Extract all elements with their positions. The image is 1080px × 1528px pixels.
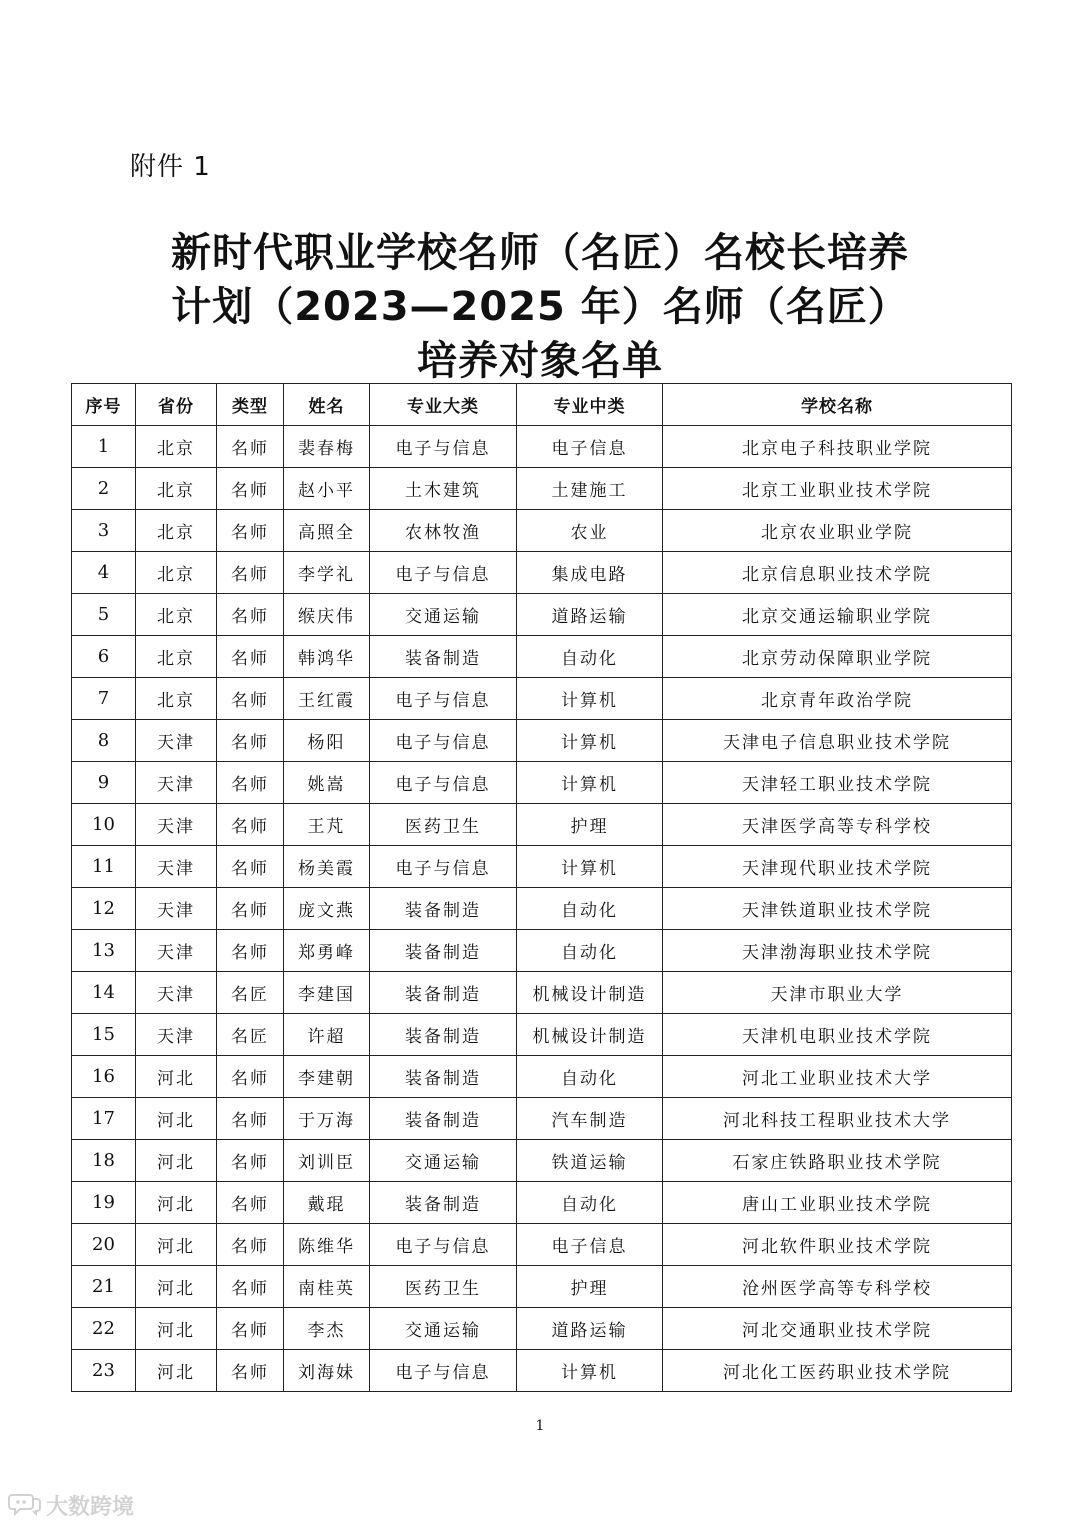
cell-type: 名师 [217, 804, 284, 846]
cell-school-name: 唐山工业职业技术学院 [663, 1182, 1012, 1224]
cell-type: 名师 [217, 1224, 284, 1266]
cell-major-subcategory: 农业 [517, 510, 663, 552]
cell-type: 名师 [217, 1308, 284, 1350]
cell-major-subcategory: 铁道运输 [517, 1140, 663, 1182]
cell-school-name: 天津渤海职业技术学院 [663, 930, 1012, 972]
cell-major-category: 装备制造 [370, 1098, 517, 1140]
cell-province: 河北 [136, 1266, 217, 1308]
cell-major-subcategory: 护理 [517, 804, 663, 846]
cell-major-category: 电子与信息 [370, 846, 517, 888]
cell-name: 许超 [284, 1014, 370, 1056]
roster-table [71, 383, 1012, 1392]
cell-name: 刘海妹 [284, 1350, 370, 1392]
cell-major-category: 医药卫生 [370, 1266, 517, 1308]
cell-major-subcategory: 集成电路 [517, 552, 663, 594]
table-row [72, 678, 1012, 720]
cell-index: 21 [72, 1266, 136, 1308]
cell-major-category: 电子与信息 [370, 720, 517, 762]
cell-index: 13 [72, 930, 136, 972]
cell-type: 名师 [217, 846, 284, 888]
cell-major-subcategory: 自动化 [517, 930, 663, 972]
cell-province: 河北 [136, 1182, 217, 1224]
cell-index: 10 [72, 804, 136, 846]
cell-school-name: 北京青年政治学院 [663, 678, 1012, 720]
cell-province: 天津 [136, 888, 217, 930]
cell-major-category: 电子与信息 [370, 678, 517, 720]
cell-index: 3 [72, 510, 136, 552]
cell-name: 赵小平 [284, 468, 370, 510]
cell-name: 杨阳 [284, 720, 370, 762]
cell-type: 名师 [217, 1098, 284, 1140]
header-name: 姓名 [284, 384, 370, 426]
cell-province: 河北 [136, 1350, 217, 1392]
cell-name: 刘训臣 [284, 1140, 370, 1182]
cell-province: 北京 [136, 678, 217, 720]
cell-major-subcategory: 汽车制造 [517, 1098, 663, 1140]
speech-bubble-logo-icon [8, 1491, 42, 1521]
cell-index: 8 [72, 720, 136, 762]
table-row [72, 426, 1012, 468]
cell-name: 戴琨 [284, 1182, 370, 1224]
cell-school-name: 天津医学高等专科学校 [663, 804, 1012, 846]
cell-type: 名师 [217, 1056, 284, 1098]
cell-major-subcategory: 机械设计制造 [517, 972, 663, 1014]
cell-province: 天津 [136, 846, 217, 888]
cell-major-category: 装备制造 [370, 972, 517, 1014]
cell-school-name: 石家庄铁路职业技术学院 [663, 1140, 1012, 1182]
cell-major-category: 电子与信息 [370, 1224, 517, 1266]
cell-major-category: 装备制造 [370, 888, 517, 930]
cell-major-subcategory: 机械设计制造 [517, 1014, 663, 1056]
cell-index: 16 [72, 1056, 136, 1098]
cell-major-category: 交通运输 [370, 1308, 517, 1350]
cell-school-name: 北京交通运输职业学院 [663, 594, 1012, 636]
cell-school-name: 河北化工医药职业技术学院 [663, 1350, 1012, 1392]
cell-province: 北京 [136, 510, 217, 552]
cell-major-category: 电子与信息 [370, 552, 517, 594]
header-major-category: 专业大类 [370, 384, 517, 426]
cell-index: 23 [72, 1350, 136, 1392]
cell-type: 名师 [217, 720, 284, 762]
table-row [72, 1308, 1012, 1350]
cell-type: 名师 [217, 468, 284, 510]
table-row [72, 1140, 1012, 1182]
attachment-label: 附件 1 [130, 152, 211, 182]
cell-type: 名匠 [217, 1014, 284, 1056]
cell-index: 15 [72, 1014, 136, 1056]
cell-index: 14 [72, 972, 136, 1014]
cell-index: 4 [72, 552, 136, 594]
table-row [72, 846, 1012, 888]
cell-type: 名师 [217, 1140, 284, 1182]
page-number: 1 [535, 1418, 545, 1434]
cell-name: 李杰 [284, 1308, 370, 1350]
cell-major-subcategory: 自动化 [517, 636, 663, 678]
table-row [72, 972, 1012, 1014]
header-major-subcategory: 专业中类 [517, 384, 663, 426]
cell-index: 5 [72, 594, 136, 636]
cell-name: 庞文燕 [284, 888, 370, 930]
cell-school-name: 北京信息职业技术学院 [663, 552, 1012, 594]
table-row [72, 930, 1012, 972]
title-line-2: 计划（2023—2025 年）名师（名匠） [171, 284, 909, 330]
table-row [72, 510, 1012, 552]
cell-province: 河北 [136, 1098, 217, 1140]
cell-index: 7 [72, 678, 136, 720]
cell-school-name: 北京工业职业技术学院 [663, 468, 1012, 510]
header-province: 省份 [136, 384, 217, 426]
table-body [72, 426, 1012, 1392]
table-row [72, 888, 1012, 930]
cell-school-name: 北京劳动保障职业学院 [663, 636, 1012, 678]
cell-school-name: 沧州医学高等专科学校 [663, 1266, 1012, 1308]
cell-major-category: 电子与信息 [370, 426, 517, 468]
cell-index: 22 [72, 1308, 136, 1350]
table-row [72, 636, 1012, 678]
cell-province: 天津 [136, 762, 217, 804]
cell-major-category: 医药卫生 [370, 804, 517, 846]
cell-name: 杨美霞 [284, 846, 370, 888]
cell-name: 郑勇峰 [284, 930, 370, 972]
cell-type: 名师 [217, 510, 284, 552]
cell-major-category: 交通运输 [370, 1140, 517, 1182]
cell-school-name: 河北软件职业技术学院 [663, 1224, 1012, 1266]
cell-major-subcategory: 计算机 [517, 762, 663, 804]
cell-major-subcategory: 计算机 [517, 1350, 663, 1392]
cell-name: 王芃 [284, 804, 370, 846]
cell-name: 于万海 [284, 1098, 370, 1140]
cell-major-category: 交通运输 [370, 594, 517, 636]
cell-type: 名师 [217, 426, 284, 468]
table-row [72, 1350, 1012, 1392]
cell-index: 2 [72, 468, 136, 510]
cell-major-subcategory: 土建施工 [517, 468, 663, 510]
cell-name: 南桂英 [284, 1266, 370, 1308]
table-row [72, 1224, 1012, 1266]
cell-type: 名师 [217, 552, 284, 594]
cell-school-name: 河北科技工程职业技术大学 [663, 1098, 1012, 1140]
cell-province: 天津 [136, 804, 217, 846]
table-row [72, 552, 1012, 594]
cell-index: 18 [72, 1140, 136, 1182]
cell-name: 李建国 [284, 972, 370, 1014]
table-header-row [72, 384, 1012, 426]
cell-province: 河北 [136, 1224, 217, 1266]
cell-province: 北京 [136, 636, 217, 678]
cell-major-subcategory: 自动化 [517, 888, 663, 930]
cell-major-subcategory: 计算机 [517, 678, 663, 720]
cell-province: 天津 [136, 930, 217, 972]
cell-province: 河北 [136, 1308, 217, 1350]
cell-major-category: 农林牧渔 [370, 510, 517, 552]
cell-major-subcategory: 自动化 [517, 1056, 663, 1098]
table-row [72, 1266, 1012, 1308]
cell-index: 17 [72, 1098, 136, 1140]
cell-type: 名师 [217, 930, 284, 972]
cell-index: 20 [72, 1224, 136, 1266]
table-row [72, 1014, 1012, 1056]
header-type: 类型 [217, 384, 284, 426]
cell-index: 6 [72, 636, 136, 678]
header-index: 序号 [72, 384, 136, 426]
cell-name: 裴春梅 [284, 426, 370, 468]
cell-province: 天津 [136, 972, 217, 1014]
cell-major-subcategory: 道路运输 [517, 594, 663, 636]
cell-index: 19 [72, 1182, 136, 1224]
cell-major-subcategory: 护理 [517, 1266, 663, 1308]
cell-province: 北京 [136, 594, 217, 636]
cell-index: 9 [72, 762, 136, 804]
cell-type: 名匠 [217, 972, 284, 1014]
title-line-1: 新时代职业学校名师（名匠）名校长培养 [171, 230, 909, 276]
table-row [72, 1056, 1012, 1098]
cell-school-name: 天津市职业大学 [663, 972, 1012, 1014]
table-row [72, 1098, 1012, 1140]
cell-name: 李建朝 [284, 1056, 370, 1098]
cell-major-subcategory: 计算机 [517, 720, 663, 762]
cell-major-category: 装备制造 [370, 636, 517, 678]
cell-major-subcategory: 电子信息 [517, 426, 663, 468]
cell-school-name: 河北交通职业技术学院 [663, 1308, 1012, 1350]
cell-type: 名师 [217, 678, 284, 720]
cell-major-category: 装备制造 [370, 1182, 517, 1224]
cell-index: 12 [72, 888, 136, 930]
cell-name: 缑庆伟 [284, 594, 370, 636]
cell-major-category: 土木建筑 [370, 468, 517, 510]
cell-province: 河北 [136, 1140, 217, 1182]
cell-school-name: 北京农业职业学院 [663, 510, 1012, 552]
cell-province: 北京 [136, 552, 217, 594]
cell-major-subcategory: 自动化 [517, 1182, 663, 1224]
cell-province: 天津 [136, 1014, 217, 1056]
cell-major-category: 装备制造 [370, 1056, 517, 1098]
table-row [72, 1182, 1012, 1224]
cell-province: 北京 [136, 468, 217, 510]
cell-major-subcategory: 道路运输 [517, 1308, 663, 1350]
watermark-text: 大数跨境 [46, 1495, 135, 1520]
table-row [72, 762, 1012, 804]
cell-type: 名师 [217, 594, 284, 636]
document-title [0, 226, 1080, 388]
cell-school-name: 天津机电职业技术学院 [663, 1014, 1012, 1056]
table-row [72, 804, 1012, 846]
cell-major-subcategory: 电子信息 [517, 1224, 663, 1266]
cell-name: 韩鸿华 [284, 636, 370, 678]
cell-school-name: 天津现代职业技术学院 [663, 846, 1012, 888]
cell-name: 高照全 [284, 510, 370, 552]
cell-major-category: 电子与信息 [370, 762, 517, 804]
cell-province: 北京 [136, 426, 217, 468]
cell-major-category: 装备制造 [370, 930, 517, 972]
cell-province: 河北 [136, 1056, 217, 1098]
cell-type: 名师 [217, 636, 284, 678]
cell-index: 11 [72, 846, 136, 888]
title-line-3: 培养对象名单 [417, 338, 663, 384]
cell-school-name: 河北工业职业技术大学 [663, 1056, 1012, 1098]
cell-type: 名师 [217, 1350, 284, 1392]
cell-name: 姚嵩 [284, 762, 370, 804]
cell-school-name: 天津铁道职业技术学院 [663, 888, 1012, 930]
watermark [8, 1490, 134, 1521]
cell-major-category: 装备制造 [370, 1014, 517, 1056]
cell-major-subcategory: 计算机 [517, 846, 663, 888]
cell-type: 名师 [217, 762, 284, 804]
header-school-name: 学校名称 [663, 384, 1012, 426]
cell-type: 名师 [217, 888, 284, 930]
table-row [72, 594, 1012, 636]
cell-school-name: 北京电子科技职业学院 [663, 426, 1012, 468]
cell-major-category: 电子与信息 [370, 1350, 517, 1392]
table-row [72, 468, 1012, 510]
cell-index: 1 [72, 426, 136, 468]
cell-school-name: 天津电子信息职业技术学院 [663, 720, 1012, 762]
table-row [72, 720, 1012, 762]
cell-province: 天津 [136, 720, 217, 762]
cell-name: 王红霞 [284, 678, 370, 720]
cell-school-name: 天津轻工职业技术学院 [663, 762, 1012, 804]
cell-type: 名师 [217, 1182, 284, 1224]
cell-name: 陈维华 [284, 1224, 370, 1266]
cell-name: 李学礼 [284, 552, 370, 594]
cell-type: 名师 [217, 1266, 284, 1308]
